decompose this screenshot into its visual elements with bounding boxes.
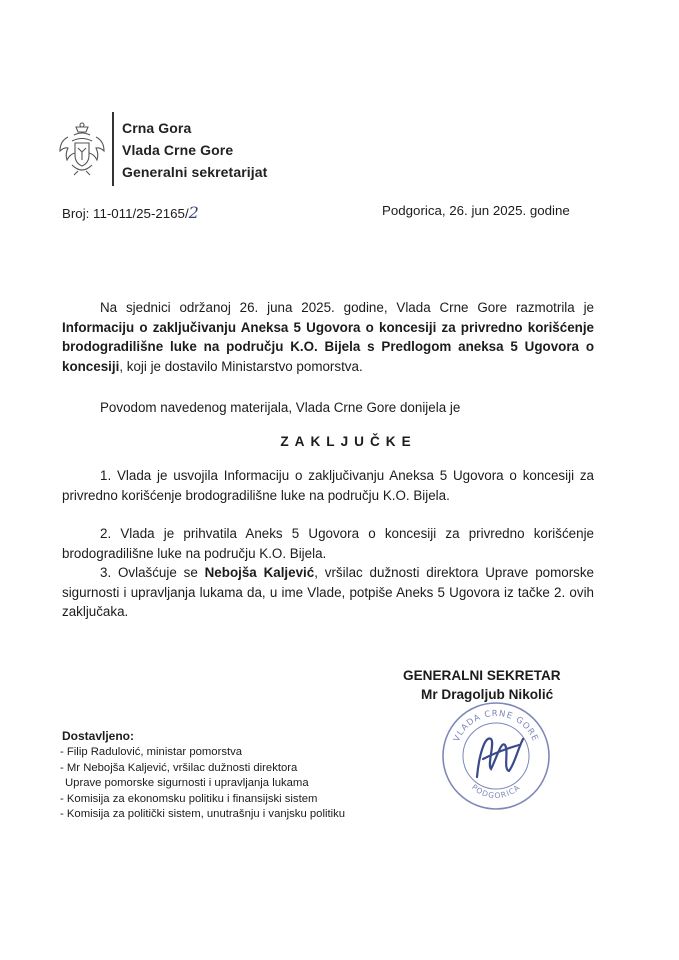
document-date: Podgorica, 26. jun 2025. godine bbox=[382, 203, 570, 218]
conclusion-3: 3. Ovlašćuje se Nebojša Kaljević, vršilac dužnosti direktora Uprave pomorske sigurnosti i upravljanja lukama da, u ime Vlade, potpiše Aneks 5 Ugovora iz tačke 2. ovih zaključaka. bbox=[62, 565, 595, 620]
header-government: Vlada Crne Gore bbox=[122, 142, 234, 158]
distribution-list bbox=[60, 745, 345, 823]
stamp-bottom-text: PODGORICA bbox=[469, 782, 523, 801]
intro-paragraph: Na sjednici održanoj 26. juna 2025. godine, Vlada Crne Gore razmotrila je Informaciju o zaključivanju Aneksa 5 Ugovora o koncesiji za privredno korišćenje brodogradilišne luke na području K.O. Bijela s Predlogom aneksa 5 Ugovora o koncesiji, koji je dostavilo Ministarstvo pomorstva. bbox=[62, 300, 594, 374]
list-item: - Komisija za ekonomsku politiku i finansijski sistem bbox=[60, 792, 318, 805]
list-item: - Komisija za politički sistem, unutrašnju i vanjsku politiku bbox=[60, 808, 346, 820]
header-country: Crna Gora bbox=[122, 120, 192, 136]
header-secretariat: Generalni sekretarijat bbox=[122, 164, 268, 180]
conclusions-title: ZAKLJUČKE bbox=[280, 434, 417, 449]
conclusion-2: 2. Vlada je prihvatila Aneks 5 Ugovora o koncesiji za privredno korišćenje brodogradilišne luke na području K.O. Bijela. bbox=[62, 526, 594, 561]
svg-text:PODGORICA bbox=[470, 783, 522, 801]
signatory-title: GENERALNI SEKRETAR bbox=[403, 668, 561, 683]
coat-of-arms-icon bbox=[58, 121, 106, 177]
conclusion-1: 1. Vlada je usvojila Informaciju o zaključivanju Aneksa 5 Ugovora o koncesiji za privredno korišćenje brodogradilišne luke na području K.O. Bijela. bbox=[62, 468, 594, 503]
list-item: - Mr Nebojša Kaljević, vršilac dužnosti direktora bbox=[60, 761, 298, 774]
reference-number: Broj: 11-011/25-2165/2 bbox=[62, 203, 199, 222]
list-item: - Filip Radulović, ministar pomorstva bbox=[60, 746, 243, 758]
header-divider bbox=[112, 112, 114, 186]
svg-text:VLADA CRNE GORE bbox=[452, 709, 540, 744]
official-stamp bbox=[439, 699, 553, 813]
list-item-continuation: Uprave pomorske sigurnosti i upravljanja lukama bbox=[65, 777, 309, 789]
handwritten-suffix: 2 bbox=[188, 203, 199, 222]
signature-scribble bbox=[477, 738, 523, 777]
decision-lead: Povodom navedenog materijala, Vlada Crne Gore donijela je bbox=[100, 400, 461, 415]
distribution-title: Dostavljeno: bbox=[62, 729, 135, 743]
signatory-name: Mr Dragoljub Nikolić bbox=[421, 687, 554, 702]
stamp-top-text: VLADA CRNE GORE bbox=[451, 708, 541, 744]
